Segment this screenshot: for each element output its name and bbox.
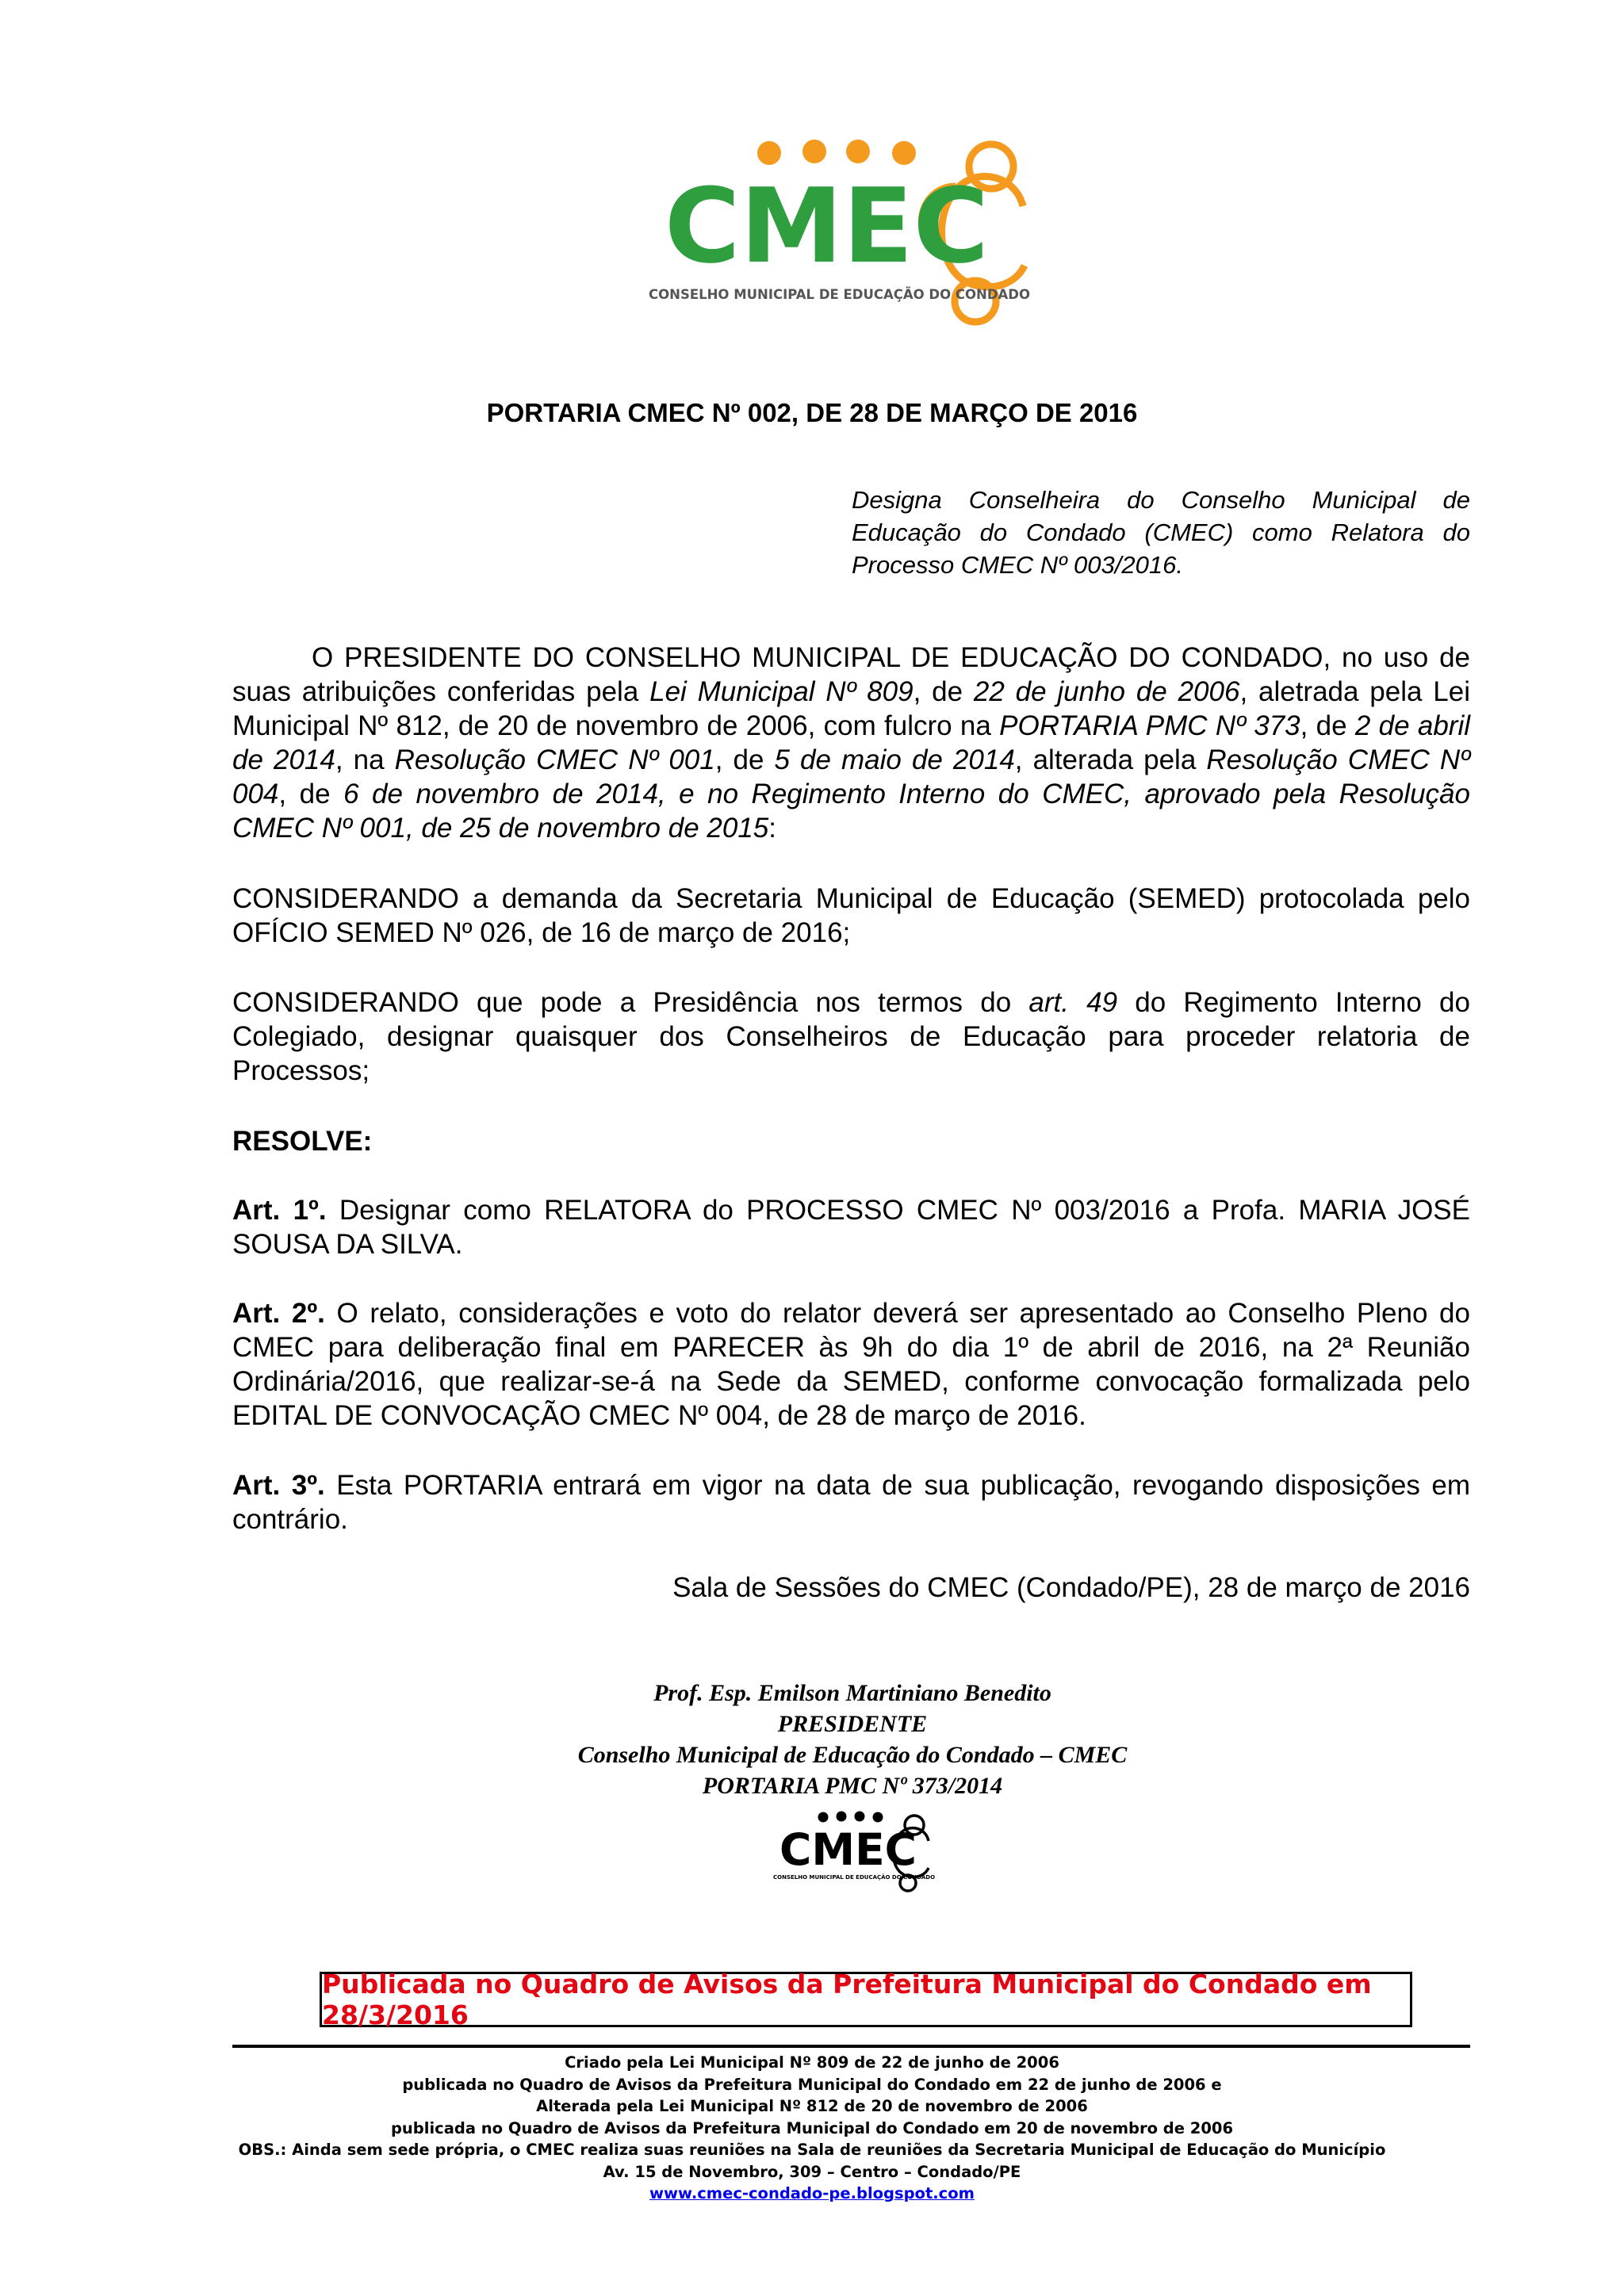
signatory-portaria: PORTARIA PMC Nº 373/2014: [702, 1773, 1003, 1799]
footer-line: Av. 15 de Novembro, 309 – Centro – Condado/PE: [603, 2162, 1021, 2181]
footer-line: publicada no Quadro de Avisos da Prefeitura Municipal do Condado em 20 de novembro de 2006: [390, 2118, 1234, 2137]
signatory-role: PRESIDENTE: [777, 1711, 928, 1737]
resolve-heading: RESOLVE:: [232, 1126, 373, 1157]
stamp-subtitle: CONSELHO MUNICIPAL DE EDUCAÇÃO DO CONDADO: [773, 1874, 936, 1881]
article-1: Art. 1º. Designar como RELATORA do PROCESSO CMEC Nº 003/2016 a Profa. MARIA JOSÉ SOUSA DA SILVA.: [232, 1195, 1470, 1260]
document-title: PORTARIA CMEC Nº 002, DE 28 DE MARÇO DE 2016: [486, 398, 1138, 427]
logo-subtitle: CONSELHO MUNICIPAL DE EDUCAÇÃO DO CONDADO: [649, 287, 1031, 302]
preamble-paragraph: O PRESIDENTE DO CONSELHO MUNICIPAL DE EDUCAÇÃO DO CONDADO, no uso de suas atribuições conferidas pela Lei Municipal Nº 809, de 22 de junho de 2006, aletrada pela Lei Municipal Nº 812, de 20 de novembro de 2006, com fulcro na PORTARIA PMC Nº 373, de 2 de abril de 2014, na Resolução CMEC Nº 001, de 5 de maio de 2014, alterada pela Resolução CMEC Nº 004, de 6 de novembro de 2014, e no Regimento Interno do CMEC, aprovado pela Resolução CMEC Nº 001, de 25 de novembro de 2015:: [232, 642, 1470, 844]
place-and-date: Sala de Sessões do CMEC (Condado/PE), 28 de março de 2016: [672, 1572, 1470, 1603]
footer-line: Alterada pela Lei Municipal Nº 812 de 20 de novembro de 2006: [536, 2097, 1088, 2115]
signature-block: [444, 1678, 1261, 1801]
blog-link[interactable]: www.cmec-condado-pe.blogspot.com: [649, 2184, 975, 2202]
publication-notice-text: Publicada no Quadro de Avisos da Prefeitura Municipal do Condado em 28/3/2016: [322, 1969, 1372, 2030]
signatory-name: Prof. Esp. Emilson Martiniano Benedito: [653, 1680, 1051, 1706]
article-2: Art. 2º. O relato, considerações e voto do relator deverá ser apresentado ao Conselho Pleno do CMEC para deliberação final em PARECER às 9h do dia 1º de abril de 2016, na 2ª Reunião Ordinária/2016, que realizar-se-á na Sede da SEMED, conforme convocação formalizada pelo EDITAL DE CONVOCAÇÃO CMEC Nº 004, de 28 de março de 2016.: [232, 1298, 1470, 1431]
ementa: Designa Conselheira do Conselho Municipal de Educação do Condado (CMEC) como Relatora do Processo CMEC Nº 003/2016.: [852, 486, 1470, 579]
considerando-2: CONSIDERANDO que pode a Presidência nos termos do art. 49 do Regimento Interno do Colegiado, designar quaisquer dos Conselheiros de Educação para proceder relatoria de Processos;: [232, 987, 1470, 1086]
article-3: Art. 3º. Esta PORTARIA entrará em vigor na data de sua publicação, revogando disposições em contrário.: [232, 1470, 1470, 1535]
footer: [0, 2052, 1624, 2205]
publication-notice: [320, 1969, 1412, 2030]
footer-line: OBS.: Ainda sem sede própria, o CMEC realiza suas reuniões na Sala de reuniões da Secretaria Municipal de Educação do Município: [238, 2141, 1386, 2159]
logo-letters: CMEC: [665, 166, 989, 286]
footer-divider: [232, 2045, 1470, 2048]
considerando-1: CONSIDERANDO a demanda da Secretaria Municipal de Educação (SEMED) protocolada pelo OFÍCIO SEMED Nº 026, de 16 de março de 2016;: [232, 883, 1470, 948]
cmec-stamp-logo: [772, 1809, 942, 1892]
footer-line: publicada no Quadro de Avisos da Prefeitura Municipal do Condado em 22 de junho de 2006 e: [402, 2075, 1222, 2094]
footer-line: Criado pela Lei Municipal Nº 809 de 22 de junho de 2006: [565, 2053, 1059, 2072]
cmec-logo: [642, 131, 1055, 329]
signatory-organization: Conselho Municipal de Educação do Condado – CMEC: [577, 1742, 1128, 1768]
stamp-letters: CMEC: [779, 1824, 917, 1875]
